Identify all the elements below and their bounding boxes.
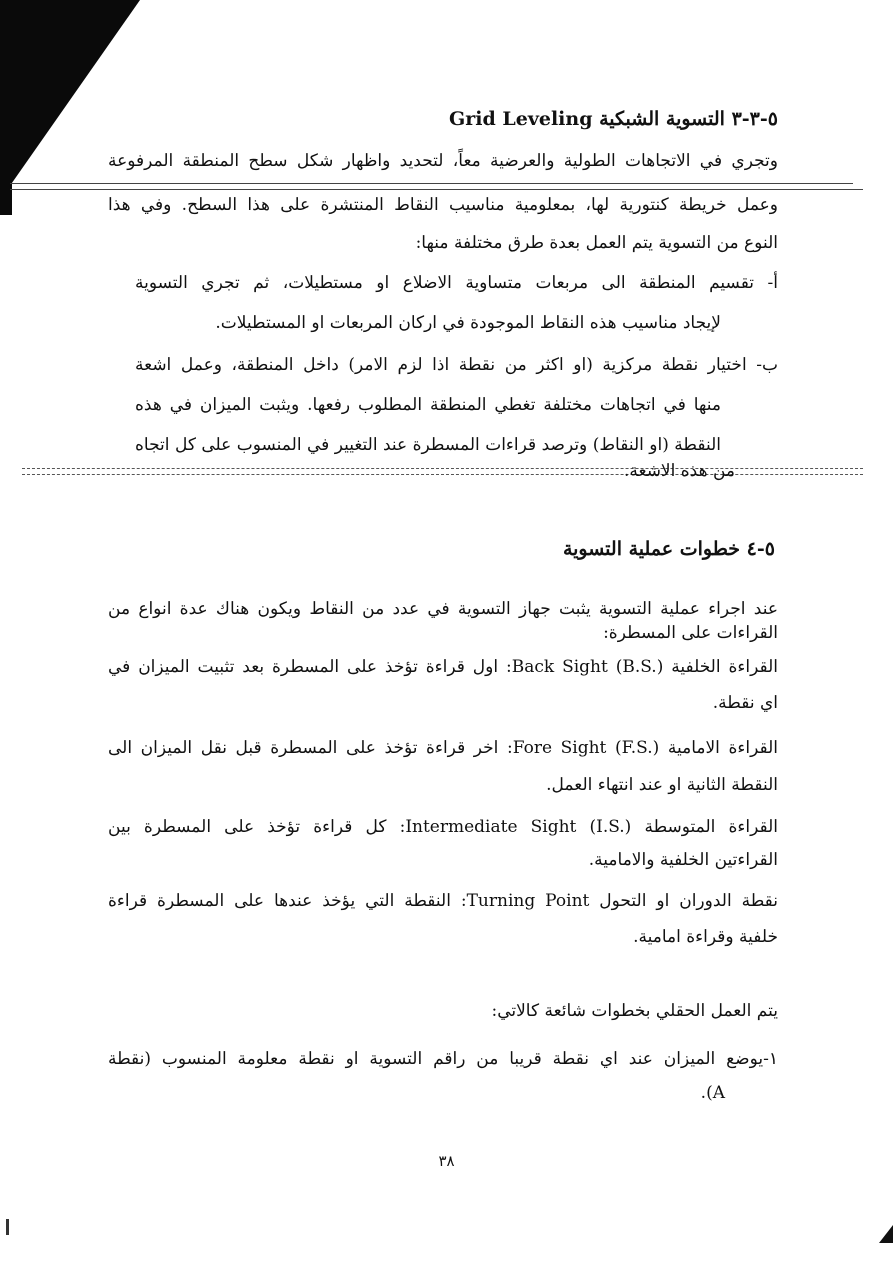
scan-shadow-bottom-right (879, 1225, 893, 1243)
definition-intermediate-sight (108, 812, 778, 842)
definition-turning-point-cont: خلفية وقراءة امامية. (633, 927, 778, 947)
scan-mark-bottom-left (6, 1219, 9, 1235)
term-description: : اخر قراءة تؤخذ على المسطرة قبل نقل الميزان الى (108, 738, 513, 758)
term-arabic: القراءة الخلفية (671, 657, 778, 677)
heading-english: Grid Leveling (449, 108, 593, 130)
definition-back-sight (108, 652, 778, 682)
term-arabic: نقطة الدوران او التحول (599, 891, 778, 911)
section-heading-grid-leveling (449, 104, 778, 134)
paragraph-line: القراءات على المسطرة: (603, 623, 778, 643)
list-item-a: أ- تقسيم المنطقة الى مربعات متساوية الاضلاع او مستطيلات، ثم تجري التسوية (135, 273, 778, 293)
list-item-a-cont: لإيجاد مناسيب هذه النقاط الموجودة في اركان المربعات او المستطيلات. (215, 313, 721, 333)
term-description: : النقطة التي يؤخذ عندها على المسطرة قراءة (108, 891, 467, 911)
term-description: : اول قراءة تؤخذ على المسطرة بعد تثبيت الميزان في (108, 657, 512, 677)
definition-fore-sight-cont: النقطة الثانية او عند انتهاء العمل. (546, 775, 778, 795)
term-english: Fore Sight (F.S.) (512, 738, 660, 758)
term-arabic: القراءة الامامية (667, 738, 779, 758)
paragraph-line: وتجري في الاتجاهات الطولية والعرضية معاً، لتحديد واظهار شكل سطح المنطقة المرفوعة (108, 151, 778, 171)
definition-intermediate-sight-cont: القراءتين الخلفية والامامية. (588, 850, 778, 870)
term-english: Back Sight (B.S.) (511, 657, 664, 677)
list-item-b-cont: النقطة (او النقاط) وترصد قراءات المسطرة عند التغيير في المنسوب على كل اتجاه (135, 435, 721, 455)
heading-arabic: التسوية الشبكية (599, 108, 725, 130)
term-description: : كل قراءة تؤخذ على المسطرة بين (108, 817, 406, 837)
term-english: Intermediate Sight (I.S.) (405, 817, 632, 837)
list-item-b-cont: منها في اتجاهات مختلفة تغطي المنطقة المطلوب رفعها. ويثبت الميزان في هذه (135, 395, 721, 415)
list-item-b-cont: من هذه الاشعة. (623, 461, 735, 481)
horizontal-rule (10, 183, 853, 184)
paragraph-line: وعمل خريطة كنتورية لها، بمعلومية مناسيب النقاط المنتشرة على هذا السطح. وفي هذا (108, 195, 778, 215)
heading-number: ٥-٣-٣ (731, 108, 778, 130)
section-heading-leveling-steps: ٥-٤ خطوات عملية التسوية (562, 538, 775, 560)
paragraph-line: عند اجراء عملية التسوية يثبت جهاز التسوية في عدد من النقاط ويكون هناك عدة انواع من (108, 599, 778, 619)
definition-back-sight-cont: اي نقطة. (712, 693, 778, 713)
horizontal-rule-dashed (22, 474, 863, 475)
term-arabic: القراءة المتوسطة (644, 817, 779, 837)
paragraph-line: النوع من التسوية يتم العمل بعدة طرق مختلفة منها: (415, 233, 778, 253)
page-number: ٣٨ (438, 1152, 455, 1170)
horizontal-rule-dashed (22, 468, 863, 469)
step-1-cont: A). (700, 1083, 725, 1103)
list-item-b: ب- اختيار نقطة مركزية (او اكثر من نقطة اذا لزم الامر) داخل المنطقة، وعمل اشعة (135, 355, 778, 375)
definition-fore-sight (108, 733, 778, 763)
step-1: ١-يوضع الميزان عند اي نقطة قريبا من راقم التسوية او نقطة معلومة المنسوب (نقطة (108, 1049, 778, 1069)
term-english: Turning Point (466, 891, 590, 911)
definition-turning-point (108, 886, 778, 916)
field-work-intro: يتم العمل الحقلي بخطوات شائعة كالاتي: (491, 1001, 778, 1021)
